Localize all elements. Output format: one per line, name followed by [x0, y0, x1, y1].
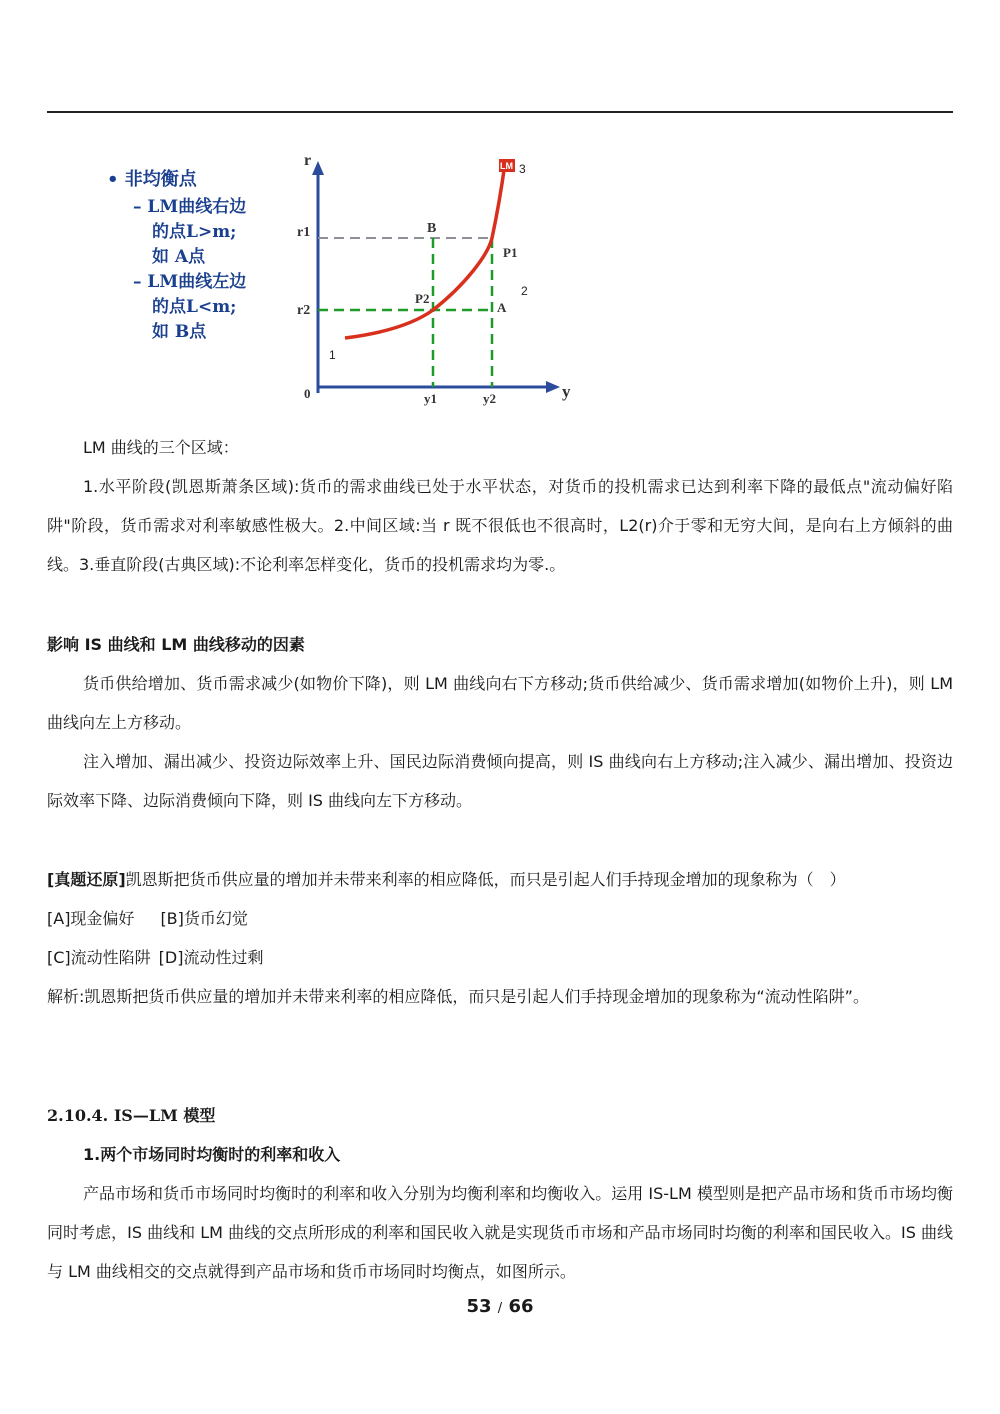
subsection-heading: 1.两个市场同时均衡时的利率和收入: [83, 1145, 341, 1164]
region-1-label: 1: [329, 348, 336, 362]
point-p1-label: P1: [503, 245, 518, 260]
lm-regions-block: [47, 428, 953, 584]
region-2-label: 2: [521, 284, 528, 298]
lm-regions-title: LM 曲线的三个区域：: [83, 438, 239, 457]
figure-sub1-line2: 的点L>m;: [152, 222, 237, 242]
r1-label: r1: [297, 225, 311, 240]
exam-question-text: 凯恩斯把货币供应量的增加并未带来利率的相应降低，而只是引起人们手持现金增加的现象称为（ ）: [125, 870, 846, 889]
section-text: 产品市场和货币市场同时均衡时的利率和收入分别为均衡利率和均衡收入。运用 IS-LM 模型则是把产品市场和货币市场均衡同时考虑，IS 曲线和 LM 曲线的交点所形成的利率和国民收入就是实现货币市场和产品市场同时均衡的利率和国民收入。IS 曲线与 LM 曲线相交的交点就得到产品市场和货币市场同时均衡点，如图所示。: [47, 1184, 953, 1281]
page-total: 66: [508, 1296, 534, 1317]
figure-sub2-line3: 如 B点: [152, 322, 207, 342]
y-axis-arrow-icon: [546, 381, 560, 393]
figure-sub1-line1: – LM曲线右边: [133, 197, 247, 217]
point-a-label: A: [497, 300, 507, 315]
y1-label: y1: [424, 391, 437, 406]
option-d: [D]流动性过剩: [158, 948, 264, 967]
lm-figure: [95, 145, 595, 415]
axis-r-label: r: [304, 152, 312, 169]
exam-tag: [真题还原]: [47, 870, 126, 889]
figure-sub1-line3: 如 A点: [152, 247, 206, 267]
section-block: [47, 1096, 953, 1291]
factors-paragraph-2: 注入增加、漏出减少、投资边际效率上升、国民边际消费倾向提高，则 IS 曲线向右上方移动;注入减少、漏出增加、投资边际效率下降、边际消费倾向下降，则 IS 曲线向左下方移动。: [47, 752, 953, 810]
lm-curve-label: LM: [500, 161, 513, 171]
option-c: [C]流动性陷阱: [47, 948, 151, 967]
point-p2-label: P2: [415, 291, 430, 306]
r2-label: r2: [297, 303, 311, 318]
figure-sub2-line2: 的点L<m;: [152, 297, 237, 317]
bullet-text: 非均衡点: [124, 169, 197, 190]
header-rule: [47, 111, 953, 113]
figure-sub2-line1: – LM曲线左边: [133, 272, 247, 292]
exam-question: [47, 860, 953, 899]
option-a: [A]现金偏好: [47, 909, 135, 928]
option-b: [B]货币幻觉: [160, 909, 248, 928]
options-row-2: [47, 938, 953, 977]
figure-bullet-list: [107, 165, 246, 345]
page-separator: /: [497, 1301, 503, 1316]
page-current: 53: [466, 1296, 492, 1317]
factors-heading: 影响 IS 曲线和 LM 曲线移动的因素: [47, 635, 305, 654]
factors-paragraph-1: 货币供给增加、货币需求减少(如物价下降)，则 LM 曲线向右下方移动;货币供给减少、货币需求增加(如物价上升)，则 LM 曲线向左上方移动。: [47, 674, 953, 732]
exam-block: [47, 860, 953, 1016]
factors-block: [47, 625, 953, 820]
figure-bullet: • 非均衡点: [107, 169, 197, 190]
point-b-label: B: [427, 221, 437, 236]
origin-label: 0: [304, 386, 311, 401]
axis-y-label: y: [562, 382, 571, 401]
analysis-text: 解析:凯恩斯把货币供应量的增加并未带来利率的相应降低，而只是引起人们手持现金增加的现象称为“流动性陷阱”。: [47, 987, 869, 1006]
lm-curve-plot: [290, 145, 590, 415]
region-3-label: 3: [519, 162, 526, 176]
page-number: [0, 1296, 1000, 1317]
r-axis-arrow-icon: [312, 161, 324, 175]
lm-regions-text: 1.水平阶段(凯恩斯萧条区域):货币的需求曲线已处于水平状态，对货币的投机需求已达到利率下降的最低点"流动偏好陷阱"阶段，货币需求对利率敏感性极大。2.中间区域:当 r 既不很低也不很高时，L2(r)介于零和无穷大间，是向右上方倾斜的曲线。3.垂直阶段(古典区域):不论利率怎样变化，货币的投机需求均为零.。: [47, 477, 953, 574]
section-heading: 2.10.4. IS—LM 模型: [47, 1106, 216, 1125]
options-row-1: [47, 899, 953, 938]
lm-curve: [345, 163, 505, 338]
y2-label: y2: [483, 391, 496, 406]
